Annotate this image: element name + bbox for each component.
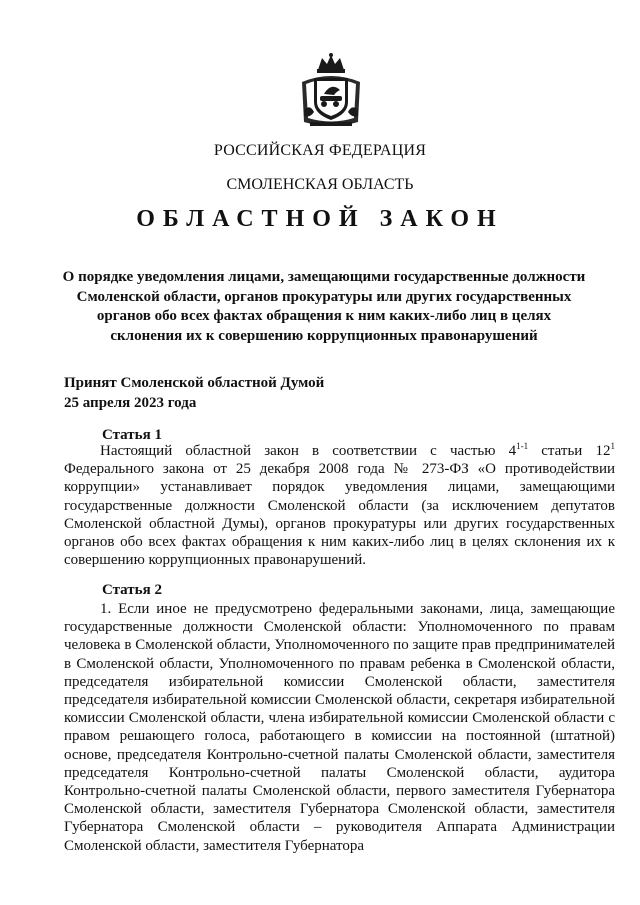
country-heading: РОССИЙСКАЯ ФЕДЕРАЦИЯ [213, 142, 427, 159]
article-1-text-b: статьи 12 [528, 443, 611, 459]
coat-of-arms-icon [296, 52, 366, 130]
article-1-text [64, 442, 615, 569]
region-heading: СМОЛЕНСКАЯ ОБЛАСТЬ [226, 176, 414, 193]
adoption-date: 25 апреля 2023 года [64, 394, 197, 411]
adoption-note [64, 374, 324, 413]
article-1-heading: Статья 1 [102, 427, 162, 443]
article-1-text-c: Федерального закона от 25 декабря 2008 года № 273-ФЗ «О противодействии коррупции» устанавливает порядок уведомления лицами, замещающими государственные должности Смоленской области (за исключением депутатов Смоленской областной Думы), органов прокуратуры или других государственных органов обо всех фактах обращения к ним каких-либо лиц в целях склонения их к совершению коррупционных правонарушений. [64, 461, 615, 569]
law-title: О порядке уведомления лицами, замещающими государственные должности Смоленской области, органов прокуратуры или других государственных органов обо всех фактах обращения к ним каких-либо лиц в целях склонения их к совершению коррупционных правонарушений [62, 269, 586, 344]
article-1-sup-a: 1-1 [516, 441, 529, 451]
article-1-sup-b: 1 [610, 441, 615, 451]
article-1-text-a: Настоящий областной закон в соответствии с частью 4 [100, 443, 517, 459]
article-2-text: 1. Если иное не предусмотрено федеральными законами, лица, замещающие государственные должности Смоленской области: Уполномоченного по правам человека в Смоленской области, Уполномоченного по защите прав предпринимателей в Смоленской области, Уполномоченного по правам ребенка в Смоленской области, председателя избирательной комиссии Смоленской области, заместителя председателя избирательной комиссии Смоленской области, секретаря избирательной комиссии Смоленской области, члена избирательной комиссии Смоленской области с правом решающего голоса, работающего в комиссии на постоянной (штатной) основе, председателя Контрольно-счетной палаты Смоленской области, заместителя председателя Контрольно-счетной палаты Смоленской области, аудитора Контрольно-счетной палаты Смоленской области, первого заместителя Губернатора Смоленской области, заместителя Губернатора Смоленской области, заместителя Губернатора Смоленской области – руководителя Аппарата Администрации Смоленской области, заместителя Губернатора [64, 601, 615, 854]
document-type-heading: ОБЛАСТНОЙ ЗАКОН [136, 206, 504, 232]
article-2-heading: Статья 2 [102, 582, 162, 598]
adoption-body: Принят Смоленской областной Думой [64, 375, 325, 391]
